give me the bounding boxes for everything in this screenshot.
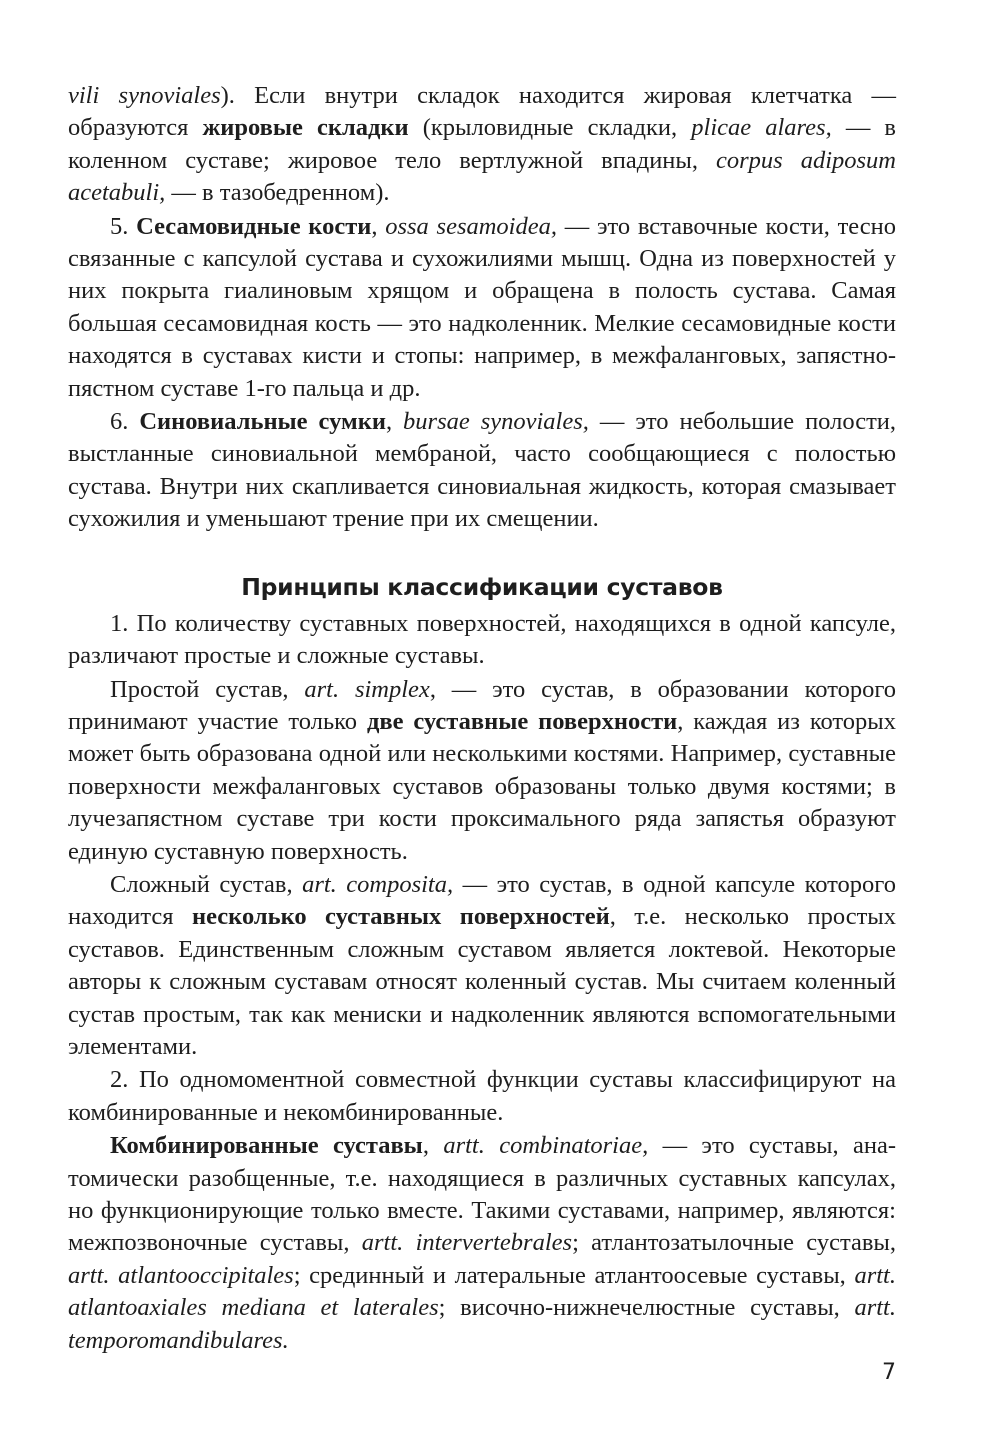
latin-term: artt. combinatoriae,	[443, 1132, 649, 1160]
text-block-bottom	[68, 608, 896, 1357]
para-simple-joint	[68, 674, 896, 868]
para-continuation	[68, 80, 896, 210]
text-run: — это сустав, в одной капсуле которого находится	[68, 870, 896, 931]
text-run: , — это сустав, в образовании которого принимают участие только	[68, 675, 897, 735]
bold-term: жировые складки	[202, 114, 409, 142]
book-page	[68, 80, 896, 1358]
latin-term: art. composita,	[302, 870, 454, 898]
text-run: 5.	[110, 212, 137, 240]
latin-term: plicae alares,	[691, 114, 832, 142]
latin-term: art. simplex	[304, 675, 430, 703]
text-run: — в коленном суставе; жировое тело вертлужной впадины,	[68, 114, 896, 174]
bold-term: Синовиальные сумки	[139, 408, 386, 436]
text-run: ; височно-нижнечелюстные суставы,	[438, 1294, 855, 1322]
bold-term: две суставные поверхности	[366, 707, 678, 735]
text-block-top	[68, 80, 896, 536]
para-classification-2	[68, 1064, 896, 1129]
latin-term: vili synoviales	[68, 82, 221, 109]
page-number: 7	[882, 1360, 896, 1385]
latin-term: artt. temporomandibulares.	[68, 1294, 896, 1354]
bold-term: Сесамовидные кости	[136, 212, 372, 240]
latin-term: artt. atlantooccipitales	[68, 1261, 294, 1289]
para-classification-1	[68, 608, 896, 673]
text-run: 2. По одномоментной совместной функции суставы классифицируют на комбинированные и некомбинированные.	[68, 1066, 896, 1126]
text-run: — это вставочные кости, тесно связанные с капсулой сустава и сухожилиями мышц. Одна из поверхностей у них покрыта гиалиновым хрящом и обращена в полость сустава. Самая большая сесамовидная кость — это надколенник. Мелкие сесамовидные кости находятся в суставах кисти и стопы: например, в межфаланговых, запястно-пястном суставе 1-го пальца и др.	[68, 212, 897, 402]
text-run: , каждая из которых может быть образована одной или несколькими костями. Например, суставные поверхности межфаланговых суставов образованы только двумя костями; в лучезапястном суставе три кости проксимального ряда запястья образуют единую суставную поверхность.	[68, 707, 897, 865]
para-composite-joint	[68, 869, 896, 1063]
section-heading: Принципы классификации суставов	[241, 572, 723, 601]
text-run: ,	[371, 212, 386, 240]
text-run: 6.	[110, 408, 140, 436]
text-run: — в тазобедренном).	[165, 179, 390, 207]
para-synovial-bursae	[68, 406, 896, 536]
para-combined-joints	[68, 1130, 896, 1357]
text-run: 1. По количеству суставных поверхностей, находящихся в одной капсуле, различают простые и сложные суставы.	[68, 609, 896, 670]
text-run: , т.е. несколько простых суставов. Единственным сложным суставом является локтевой. Некоторые авторы к сложным суставам относят коленный сустав. Мы считаем коленный сустав простым, так как мениски и надколенник являются вспомогательными элементами.	[68, 903, 896, 1060]
text-run: ,	[422, 1132, 444, 1160]
text-run: ; атлантозатылочные суставы,	[572, 1229, 897, 1257]
text-run: — это суставы, анатомически разобщенные, т.е. находящиеся в различных суставных капсулах, но функционирующие только вместе. Такими суставами, например, являются: межпозвоночные суставы,	[68, 1132, 897, 1257]
latin-term: corpus adiposum acetabuli,	[68, 146, 896, 207]
text-run: ). Если внутри складок находится жировая клетчатка — образуются	[68, 82, 896, 142]
text-run: — это небольшие полости, выстланные синовиальной мембраной, часто сообщающиеся с полостью сустава. Внутри них скапливается синовиальная жидкость, которая смазывает сухожилия и уменьшают трение при их смещении.	[68, 408, 897, 533]
latin-term: ossa sesamoidea,	[385, 212, 557, 240]
text-run: Сложный сустав,	[110, 870, 303, 898]
bold-term: несколько суставных поверхностей	[192, 903, 610, 931]
text-run: ,	[385, 408, 404, 436]
latin-term: artt. atlantoaxiales mediana et laterales	[68, 1261, 896, 1322]
text-run: ; срединный и латеральные атлантоосевые суставы,	[293, 1261, 855, 1289]
para-sesamoid-bones	[68, 211, 896, 405]
text-run: Простой сустав,	[110, 675, 305, 703]
latin-term: bursae synoviales,	[403, 408, 589, 436]
bold-term: Комбинированные суставы	[110, 1132, 423, 1160]
text-run: (крыловидные складки,	[408, 114, 692, 142]
latin-term: artt. intervertebrales	[361, 1229, 573, 1257]
